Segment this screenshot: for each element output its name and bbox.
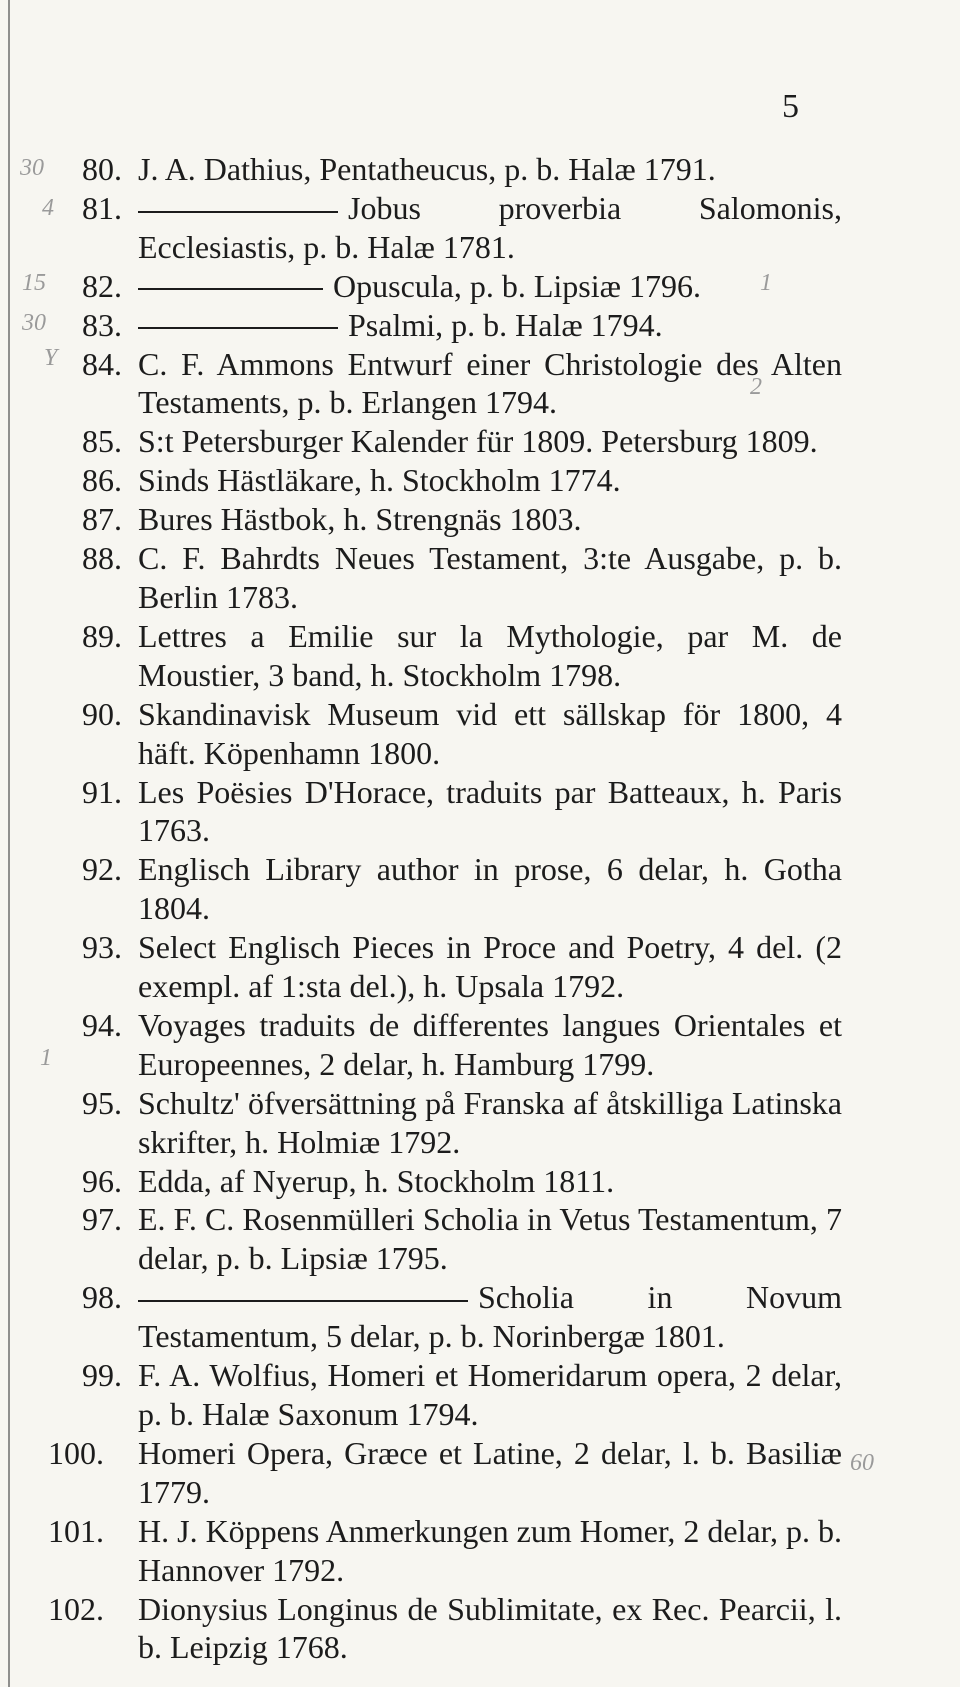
entry-text: Select Englisch Pieces in Proce and Poetry, 4 del. (2 exempl. af 1:sta del.), h. Upsala 1792. — [138, 929, 842, 1005]
margin-note: 15 — [22, 270, 46, 296]
entry-number: 88. — [82, 540, 122, 577]
list-item — [82, 617, 842, 695]
entry-text: Jobus proverbia Salomonis, Ecclesiastis, p. b. Halæ 1781. — [138, 189, 842, 265]
list-item — [82, 461, 842, 500]
list-item — [82, 306, 842, 345]
entry-number: 97. — [82, 1201, 122, 1238]
list-item — [82, 1084, 842, 1162]
ditto-dash — [138, 327, 338, 329]
list-item — [82, 345, 842, 423]
entry-number: 94. — [82, 1006, 122, 1043]
entry-text: Scholia in Novum Testamentum, 5 delar, p. b. Norinbergæ 1801. — [138, 1279, 842, 1355]
entry-number: 90. — [82, 695, 122, 732]
entry-number: 81. — [82, 189, 122, 226]
list-item — [82, 1200, 842, 1278]
page-number: 5 — [782, 88, 799, 125]
list-item — [48, 1590, 842, 1668]
list-item — [82, 189, 842, 267]
margin-note: 30 — [20, 155, 44, 181]
list-item — [82, 928, 842, 1006]
list-item — [82, 1006, 842, 1084]
page-edge — [8, 0, 10, 1687]
list-item — [82, 500, 842, 539]
entry-number: 89. — [82, 617, 122, 654]
margin-note: 30 — [22, 310, 46, 336]
list-item — [82, 1356, 842, 1434]
entry-text: Dionysius Longinus de Sublimitate, ex Rec. Pearcii, l. b. Leipzig 1768. — [138, 1590, 842, 1666]
entry-number: 100. — [48, 1434, 104, 1471]
entry-text: Schultz' öfversättning på Franska af åtskilliga Latinska skrifter, h. Holmiæ 1792. — [138, 1084, 842, 1160]
list-item — [82, 773, 842, 851]
entry-text: S:t Petersburger Kalender für 1809. Petersburg 1809. — [138, 423, 818, 460]
entry-text: Opuscula, p. b. Lipsiæ 1796. — [333, 267, 701, 304]
list-item — [82, 539, 842, 617]
entry-text: J. A. Dathius, Pentatheucus, p. b. Halæ 1791. — [138, 151, 716, 187]
margin-note: 2 — [750, 374, 762, 400]
list-item — [48, 1434, 842, 1512]
entry-text: Homeri Opera, Græce et Latine, 2 delar, l. b. Basiliæ 1779. — [138, 1434, 842, 1510]
entry-number: 95. — [82, 1084, 122, 1121]
entry-text: Lettres a Emilie sur la Mythologie, par M. de Moustier, 3 band, h. Stockholm 1798. — [138, 617, 842, 693]
margin-note: Y — [44, 345, 58, 371]
ditto-dash — [138, 288, 323, 290]
list-item — [48, 1512, 842, 1590]
list-item — [82, 1162, 842, 1201]
entry-number: 85. — [82, 423, 122, 460]
entry-text: H. J. Köppens Anmerkungen zum Homer, 2 delar, p. b. Hannover 1792. — [138, 1512, 842, 1588]
entry-number: 99. — [82, 1357, 122, 1394]
entry-text: Englisch Library author in prose, 6 delar, h. Gotha 1804. — [138, 851, 842, 927]
entry-text: C. F. Ammons Entwurf einer Christologie des Alten Testaments, p. b. Erlangen 1794. — [138, 345, 842, 421]
entry-number: 83. — [82, 306, 122, 343]
entry-number: 98. — [82, 1279, 122, 1316]
entry-number: 101. — [48, 1512, 104, 1549]
entry-text: Psalmi, p. b. Halæ 1794. — [348, 306, 663, 343]
entry-text: Sinds Hästläkare, h. Stockholm 1774. — [138, 462, 621, 499]
list-item — [82, 850, 842, 928]
ditto-dash — [138, 211, 338, 213]
entry-text: F. A. Wolfius, Homeri et Homeridarum opera, 2 delar, p. b. Halæ Saxonum 1794. — [138, 1357, 842, 1432]
entry-list — [48, 150, 842, 1667]
entry-text: C. F. Bahrdts Neues Testament, 3:te Ausgabe, p. b. Berlin 1783. — [138, 540, 842, 615]
entry-text: Bures Hästbok, h. Strengnäs 1803. — [138, 501, 582, 538]
entry-text: Skandinavisk Museum vid ett sällskap för 1800, 4 häft. Köpenhamn 1800. — [138, 695, 842, 771]
entry-number: 82. — [82, 267, 122, 304]
entry-text: Edda, af Nyerup, h. Stockholm 1811. — [138, 1162, 615, 1199]
entry-number: 87. — [82, 501, 122, 538]
entry-number: 102. — [48, 1590, 104, 1627]
entry-number: 84. — [82, 345, 122, 382]
list-item — [82, 422, 842, 461]
entry-number: 86. — [82, 462, 122, 499]
margin-note: 1 — [40, 1045, 52, 1071]
list-item — [82, 1278, 842, 1356]
entry-number: 96. — [82, 1162, 122, 1199]
entry-number: 92. — [82, 851, 122, 888]
entry-number: 91. — [82, 773, 122, 810]
list-item — [82, 150, 842, 189]
margin-note: 4 — [42, 195, 54, 221]
ditto-dash — [138, 1300, 468, 1302]
list-item — [82, 695, 842, 773]
entry-number: 93. — [82, 929, 122, 966]
entry-text: Les Poësies D'Horace, traduits par Batteaux, h. Paris 1763. — [138, 773, 842, 849]
entry-text: Voyages traduits de differentes langues Orientales et Europeennes, 2 delar, h. Hamburg 1799. — [138, 1006, 842, 1082]
margin-note: 1 — [760, 270, 772, 296]
margin-note: 60 — [850, 1450, 874, 1476]
entry-text: E. F. C. Rosenmülleri Scholia in Vetus Testamentum, 7 delar, p. b. Lipsiæ 1795. — [138, 1201, 842, 1277]
entry-number: 80. — [82, 151, 122, 187]
list-item — [82, 267, 842, 306]
